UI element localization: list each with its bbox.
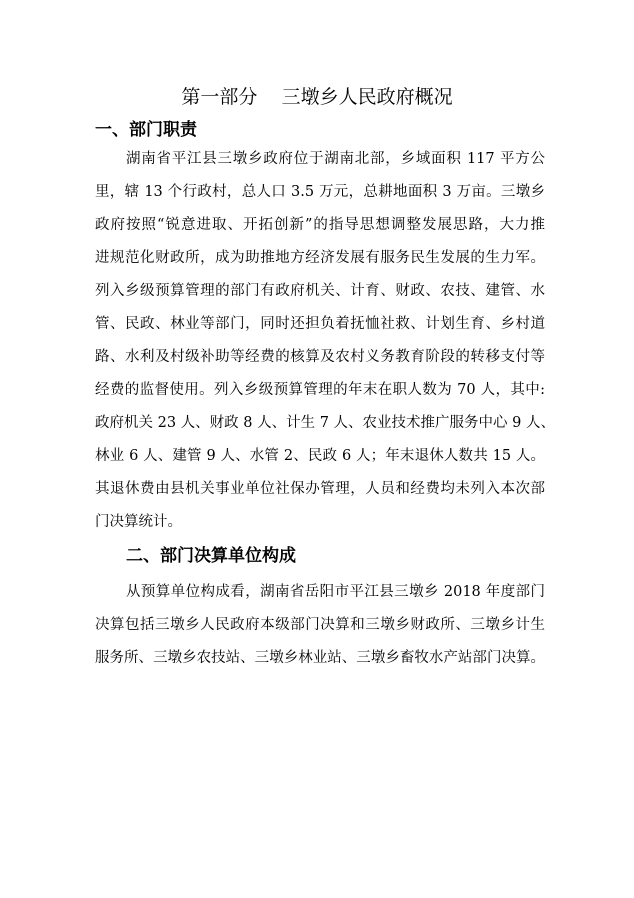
paragraph-line: 管、民政、林业等部门，同时还担负着抚恤社救、计划生育、乡村道	[95, 316, 545, 332]
paragraph-line: 政府机关 23 人、财政 8 人、计生 7 人、农业技术推广服务中心 9 人、	[95, 415, 555, 431]
paragraph-line: 门决算统计。	[95, 514, 182, 530]
paragraph-line: 进规范化财政所，成为助推地方经济发展有服务民生发展的生力军。	[95, 250, 545, 266]
paragraph-line: 湖南省平江县三墩乡政府位于湖南北部，乡域面积 117 平方公	[126, 151, 545, 167]
paragraph-line: 从预算单位构成看，湖南省岳阳市平江县三墩乡 2018 年度部门	[126, 584, 545, 600]
paragraph-line: 其退休费由县机关事业单位社保办管理，人员和经费均未列入本次部	[95, 481, 545, 497]
paragraph-line: 林业 6 人、建管 9 人、水管 2、民政 6 人；年末退休人数共 15 人。	[95, 448, 545, 464]
section-heading-duties: 一、部门职责	[95, 120, 197, 140]
paragraph-line: 经费的监督使用。列入乡级预算管理的年末在职人数为 70 人，其中:	[95, 382, 545, 398]
paragraph-line: 决算包括三墩乡人民政府本级部门决算和三墩乡财政所、三墩乡计生	[95, 617, 545, 633]
section-heading-units: 二、部门决算单位构成	[126, 546, 296, 566]
paragraph-line: 路、水利及村级补助等经费的核算及农村义务教育阶段的转移支付等	[95, 349, 545, 365]
paragraph-line: 服务所、三墩乡农技站、三墩乡林业站、三墩乡畜牧水产站部门决算。	[95, 650, 545, 666]
paragraph-line: 政府按照“锐意进取、开拓创新”的指导思想调整发展思路，大力推	[95, 217, 545, 233]
paragraph-line: 里，辖 13 个行政村，总人口 3.5 万元，总耕地面积 3 万亩。三墩乡	[95, 184, 545, 200]
paragraph-line: 列入乡级预算管理的部门有政府机关、计育、财政、农技、建管、水	[95, 283, 545, 299]
page-title: 第一部分 三墩乡人民政府概况	[181, 86, 453, 108]
